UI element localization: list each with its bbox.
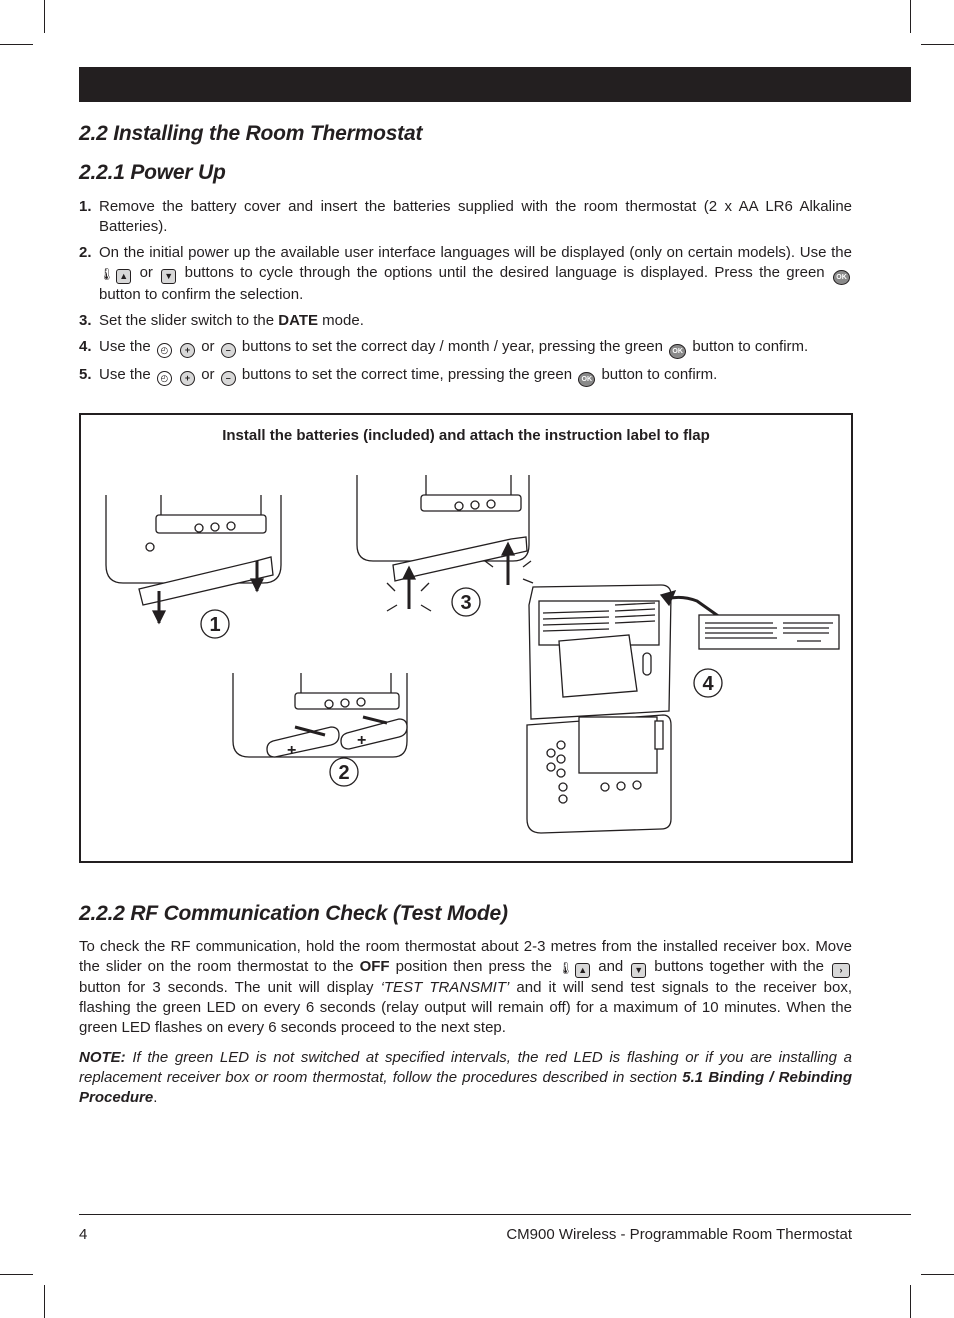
step-item: 3. Set the slider switch to the DATE mode. [79,312,364,329]
footer-title: CM900 Wireless - Programmable Room Thermostat [506,1226,852,1243]
footer-divider [79,1214,911,1215]
step-item: 4. Use the ◴ + or – buttons to set the correct day / month / year, pressing the green OK button to confirm. [79,337,852,359]
step-item: 1. Remove the battery cover and insert the batteries supplied with the room thermostat (2 x AA LR6 Alkaline Batteries). [79,198,852,235]
figure-caption: Install the batteries (included) and attach the instruction label to flap [222,427,710,444]
crop-mark [910,1285,911,1318]
step-label-3: 3 [460,592,472,614]
svg-text:+: + [287,742,297,759]
down-button-icon: ▼ [161,269,176,284]
installation-figure [79,413,853,863]
clock-button-icon: ◴ [157,343,172,358]
step-label-4: 4 [702,673,714,695]
step-item: 5. Use the ◴ + or – buttons to set the correct time, pressing the green OK button to confirm. [79,365,852,387]
thermometer-icon: 🌡 [558,961,574,975]
crop-mark [921,1274,954,1275]
thermostat-flap-label [527,585,839,833]
crop-mark [44,1285,45,1318]
crop-mark [44,0,45,33]
crop-mark [0,44,33,45]
rf-check-title: 2.2.2 RF Communication Check (Test Mode) [79,902,508,925]
minus-button-icon: – [221,371,236,386]
installation-illustration [81,415,851,861]
up-button-icon: ▲ [116,269,131,284]
subsection-title: 2.2.1 Power Up [79,161,226,184]
clock-button-icon: ◴ [157,371,172,386]
header-bar [79,67,911,102]
svg-text:+: + [357,732,367,749]
thermostat-battery-insertion [233,673,407,786]
crop-mark [910,0,911,33]
plus-button-icon: + [180,371,195,386]
step-item: 2. On the initial power up the available user interface languages will be displayed (only on certain models). Use the 🌡 ▲ or ▼ buttons to cycle through the options until the desired language is displayed. Press the green OK button to confirm the selection. [79,244,852,303]
plus-button-icon: + [180,343,195,358]
ok-button-icon: OK [578,372,595,387]
ok-button-icon: OK [833,270,850,285]
crop-mark [921,44,954,45]
section-title: 2.2 Installing the Room Thermostat [79,122,423,145]
note-paragraph: NOTE: If the green LED is not switched at specified intervals, the red LED is flashing or if you are installing a replacement receiver box or room thermostat, follow the procedures described in section 5.1 Binding / Rebinding Procedure. [79,1049,853,1106]
up-button-icon: ▲ [575,963,590,978]
minus-button-icon: – [221,343,236,358]
thermometer-icon: 🌡 [99,267,115,281]
ok-button-icon: OK [669,344,686,359]
page-number: 4 [79,1226,88,1243]
thermostat-battery-cover-refit [357,475,533,616]
next-button-icon: › [832,963,850,978]
crop-mark [0,1274,33,1275]
power-up-steps [79,197,852,393]
step-label-1: 1 [209,614,221,636]
thermostat-battery-cover-removal [106,495,281,638]
down-button-icon: ▼ [631,963,646,978]
rf-check-paragraph: To check the RF communication, hold the room thermostat about 2-3 metres from the installed receiver box. Move the slider on the room thermostat to the OFF position then press the 🌡 ▲ and ▼ buttons together with the › button for 3 seconds. The unit will display ‘TEST TRANSMIT’ and it will send test signals to the receiver box, flashing the green LED on every 6 seconds (relay output will remain off) for a maximum of 10 minutes. When the green LED flashes on every 6 seconds proceed to the next step. [79,938,852,1036]
step-label-2: 2 [338,762,350,784]
